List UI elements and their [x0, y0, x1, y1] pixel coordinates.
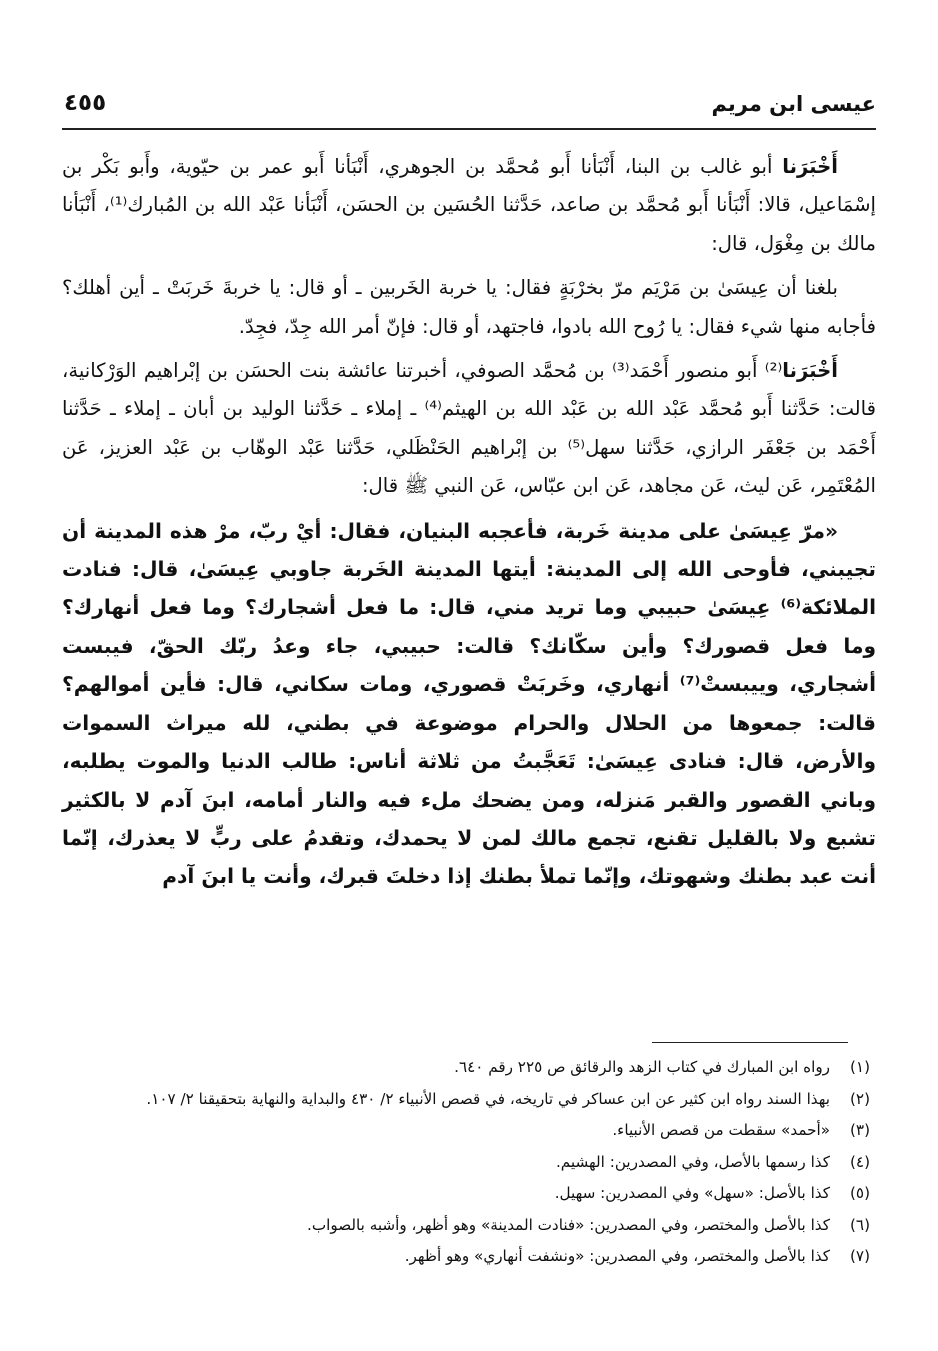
page-header: [62, 86, 876, 126]
footnote-text: بهذا السند رواه ابن كثير عن ابن عساكر في تاريخه، في قصص الأنبياء ٢/ ٤٣٠ والبداية والنهاية بتحقيقنا ٢/ ١٠٧.: [146, 1089, 830, 1108]
paragraph-text: «مرّ عِيسَىٰ على مدينة خَربة، فأعجبه البنيان، فقال: أيْ ربّ، مرْ هذه المدينة أن تجيبني، فأوحى الله إلى المدينة: أيتها المدينة الخَربة جاوبي عِيسَىٰ، قال: فنادت الملائكة⁽⁶⁾ عِيسَىٰ حبيبي وما تريد مني، قال: ما فعل أشجارك؟ وما فعل أنهارك؟ وما فعل قصورك؟ وأين سكّانك؟ قالت: حبيبي، جاء وعدُ ربّك الحقّ، فيبست أشجاري، وييبستْ⁽⁷⁾ أنهاري، وخَربَتْ قصوري، ومات سكاني، قال: فأين أموالهم؟ قالت: جمعوها من الحلال والحرام موضوعة في بطني، لله ميراث السموات والأرض، قال: فنادى عِيسَىٰ: تَعَجَّبتُ من ثلاثة أناس: طالب الدنيا والموت يطلبه، وباني القصور والقبر مَنزله، ومن يضحك ملء فيه والنار أمامه، ابنَ آدم لا بالكثير تشبع ولا بالقليل تقنع، تجمع مالك لمن لا يحمدك، وتقدمُ على ربٍّ لا يعذرك، إنّما أنت عبد بطنك وشهوتك، وإنّما تملأ بطنك إذا دخلتَ قبرك، وأنت يا ابنَ آدم: [62, 518, 877, 889]
main-text: [62, 148, 876, 902]
paragraph-isnad-2: [62, 352, 876, 506]
footnote-item: [62, 1178, 870, 1210]
paragraph-lead: أَخْبَرَنا: [782, 155, 838, 178]
footnote-text: كذا بالأصل والمختصر، وفي المصدرين: «ونشفت أنهاري» وهو أظهر.: [404, 1247, 830, 1265]
footnote-number: (٣): [849, 1121, 870, 1139]
footnote-number: (٥): [849, 1184, 870, 1202]
paragraph-isnad-1: [62, 148, 876, 263]
footnote-text: كذا بالأصل: «سهل» وفي المصدرين: سهيل.: [554, 1184, 830, 1202]
paragraph-hadith: [62, 512, 876, 896]
running-title: عيسى ابن مريم: [711, 92, 876, 116]
paragraph-text: أبو غالب بن البنا، أَنْبَأنا أَبو مُحمَّد بن الجوهري، أَنْبَأنا أَبو عمر بن حيّوية، وأَبو بَكْر بن إسْمَاعيل، قالا: أَنْبَأنا أَبو مُحمَّد بن صاعد، حَدَّثنا الحُسَين بن الحسَن، أَنْبَأنا عَبْد الله بن المُبارك⁽¹⁾، أَنْبَأنا مالك بن مِغْوَل، قال:: [62, 155, 876, 255]
paragraph-narration-1: [62, 269, 876, 346]
footnote-number: (٧): [849, 1247, 870, 1265]
footnote-text: «أحمد» سقطت من قصص الأنبياء.: [612, 1121, 830, 1139]
footnote-item: [62, 1052, 870, 1084]
footnote-number: (٢): [849, 1089, 870, 1108]
footnote-item: [62, 1115, 870, 1147]
footnote-number: (٦): [849, 1215, 870, 1234]
footnote-text: كذا بالأصل والمختصر، وفي المصدرين: «فنادت المدينة» وهو أظهر، وأشبه بالصواب.: [307, 1215, 830, 1234]
footnote-text: رواه ابن المبارك في كتاب الزهد والرقائق ص ٢٢٥ رقم ٦٤٠.: [454, 1058, 830, 1076]
footnote-divider: [652, 1042, 848, 1043]
paragraph-lead: أَخْبَرَنا: [782, 359, 839, 383]
header-divider: [62, 128, 876, 130]
footnote-number: (٤): [849, 1152, 870, 1171]
footnote-item: [62, 1147, 870, 1179]
paragraph-text: بلغنا أن عِيسَىٰ بن مَرْيَم مرّ بخرْبَةٍ فقال: يا خربة الخَربين ـ أو قال: يا خربةَ خَربَتْ ـ أين أهلك؟ فأجابه منها شيء فقال: يا رُوح الله بادوا، فاجتهد، أو قال: فإنّ أمر الله جِدّ، فجِدّ.: [62, 276, 876, 338]
paragraph-text: ⁽²⁾ أَبو منصور أَحْمَد⁽³⁾ بن مُحمَّد الصوفي، أخبرتنا عائشة بنت الحسَن بن إبْراهيم الوَرْكانية، قالت: حَدَّثنا أَبو مُحمَّد عَبْد الله بن عَبْد الله بن الهيثم⁽⁴⁾ ـ إملاء ـ حَدَّثنا الوليد بن أبان ـ إملاء ـ حَدَّثنا أَحْمَد بن جَعْفَر الرازي، حَدَّثنا سهل⁽⁵⁾ بن إبْراهيم الحَنْظَلي، حَدَّثنا عَبْد الوهّاب بن عَبْد العزيز، عَن المُعْتَمِر، عَن ليث، عَن مجاهد، عَن ابن عبّاس، عَن النبي ﷺ قال:: [62, 359, 876, 498]
footnote-item: [62, 1210, 870, 1242]
footnote-item: [62, 1084, 870, 1116]
footnotes: [62, 1052, 870, 1273]
footnote-number: (١): [849, 1058, 870, 1076]
footnote-text: كذا رسمها بالأصل، وفي المصدرين: الهشيم.: [555, 1152, 830, 1171]
footnote-item: [62, 1241, 870, 1273]
page-number: ٤٥٥: [64, 90, 107, 116]
